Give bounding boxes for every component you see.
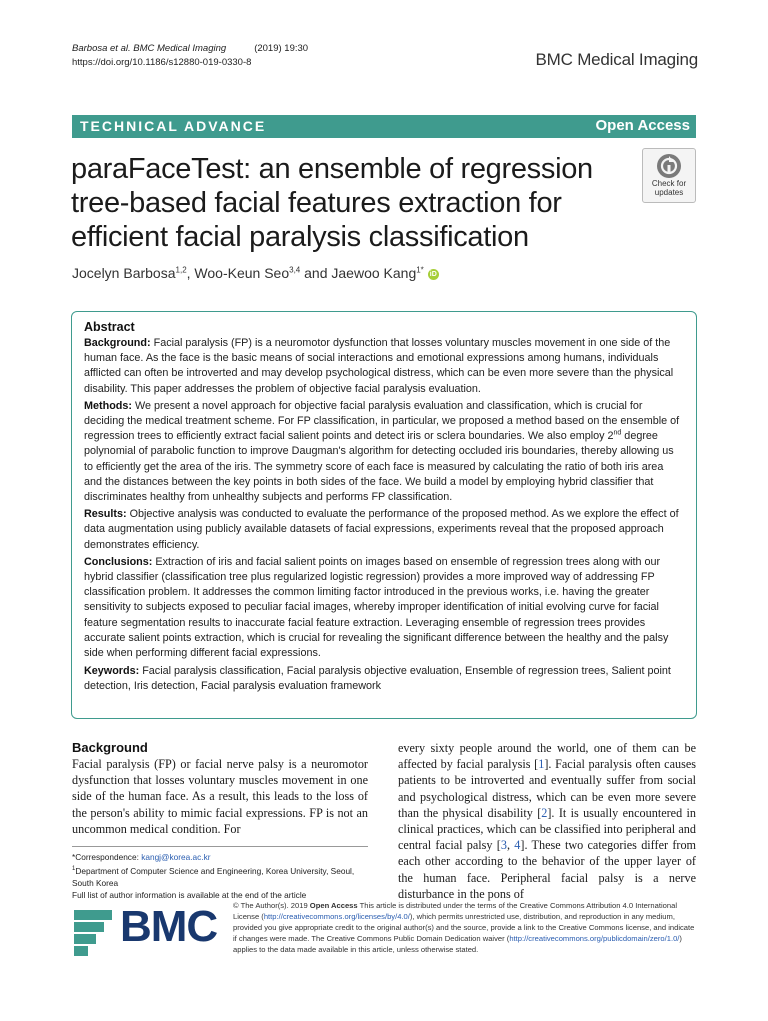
citation-authors: Barbosa et al. BMC Medical Imaging xyxy=(72,43,227,54)
author-separator: and xyxy=(300,265,332,281)
body-paragraph xyxy=(398,740,696,902)
abstract-heading: Abstract xyxy=(84,320,135,334)
abstract-text: We present a novel approach for objective facial paralysis evaluation and classification, which is crucial for deciding the medical treatment scheme. For FP classification, in particular, we proposed a method based on the ensemble of regression trees to efficiently extract facial salient points and detect iris or sclera boundaries. We also employ 2 xyxy=(84,399,680,443)
license-url-link[interactable]: http://creativecommons.org/publicdomain/zero/1.0/ xyxy=(509,934,680,943)
author-separator: , xyxy=(186,265,195,281)
abstract-methods xyxy=(84,399,684,505)
orcid-icon[interactable]: iD xyxy=(429,270,437,278)
body-text-run: , xyxy=(506,838,515,853)
keywords-text: Facial paralysis classification, Facial paralysis objective evaluation, Ensemble of regression trees, Salient point detection, Iris detection, Facial paralysis evaluation framework xyxy=(84,665,671,693)
article-type-banner xyxy=(72,115,696,138)
article-type: TECHNICAL ADVANCE xyxy=(80,118,267,134)
affiliation-text: Department of Computer Science and Engineering, Korea University, Seoul, South Korea xyxy=(72,865,355,888)
check-updates-icon xyxy=(656,153,682,179)
correspondence-label: *Correspondence: xyxy=(72,852,142,862)
doi-link[interactable]: https://doi.org/10.1186/s12880-019-0330-8 xyxy=(72,57,252,68)
citation-year: (2019) 19:30 xyxy=(254,43,309,54)
abstract-text: degree polynomial of parabolic function to improve Daugman's algorithm for detecting occluded iris boundaries, thereby allowing us to efficiently get the area of the iris. The symmetry score of each face is measured by calculating the ratio of both iris area and the distances between the key points in both sides of the face. We build a model by employing hybrid classifier that discriminates healthy from unhealthy subjects and performs FP classification. xyxy=(84,430,674,504)
affiliation-number: 1 xyxy=(72,866,76,872)
license-text: ) applies to the data made available in this article, unless otherwise stated. xyxy=(233,934,682,954)
superscript: nd xyxy=(613,429,622,437)
running-header-citation xyxy=(72,42,308,70)
author-affiliation: 1* xyxy=(416,265,424,275)
journal-name: BMC Medical Imaging xyxy=(535,50,698,69)
abstract-box xyxy=(71,311,697,719)
abstract-label: Conclusions: xyxy=(84,555,153,568)
citation-link[interactable]: 1 xyxy=(538,757,545,772)
body-text-run: ]. It is usually encountered in clinical practices, which can be classified into peripheral and central facial palsy [ xyxy=(398,805,696,853)
bmc-logo-bars-icon xyxy=(74,910,114,954)
author-name[interactable]: Woo-Keun Seo xyxy=(194,265,290,281)
author-affiliation: 3,4 xyxy=(289,265,301,275)
license-open-access: Open Access xyxy=(309,901,358,910)
email-link[interactable]: kangj@korea.ac.kr xyxy=(141,852,211,862)
license-text: ), which permits unrestricted use, distribution, and reproduction in any medium, provided you give appropriate credit to the original author(s) and the source, provide a link to the Creative Commons license, and indicate if changes were made. The Creative Commons Public Domain Dedication waiver ( xyxy=(233,912,695,943)
check-for-updates-badge[interactable] xyxy=(642,148,696,203)
abstract-label: Methods: xyxy=(84,399,132,412)
abstract-text: Facial paralysis (FP) is a neuromotor dysfunction that losses voluntary muscles movement in one side of the human face. As the face is the basic means of social interactions and emotional expressions among humans, individuals afflicted can often be introverted and may develop psychological distress, which can be even more severe than the physical disability. This paper addresses the problem of objective facial paralysis evaluation. xyxy=(84,337,674,395)
abstract-label: Results: xyxy=(84,508,127,521)
abstract-results xyxy=(84,507,684,553)
author-name[interactable]: Jaewoo Kang xyxy=(331,265,417,281)
citation-link[interactable]: 2 xyxy=(541,805,548,820)
check-updates-line2: updates xyxy=(654,188,684,197)
license-text: This article is distributed under the terms of the Creative Commons Attribution 4.0 International License ( xyxy=(233,901,678,921)
body-column-left xyxy=(72,740,368,837)
check-updates-line1: Check for xyxy=(651,179,687,188)
author-name[interactable]: Jocelyn Barbosa xyxy=(72,265,176,281)
author-info-note: Full list of author information is available at the end of the article xyxy=(72,889,307,900)
body-text-run: every sixty people around the world, one of them can be affected by facial paralysis [ xyxy=(398,741,696,772)
abstract-background xyxy=(84,336,684,397)
abstract-label: Background: xyxy=(84,337,151,349)
body-column-right xyxy=(398,740,696,902)
license-text: © The Author(s). 2019 xyxy=(233,901,310,910)
abstract-label: Keywords: xyxy=(84,665,140,678)
section-heading: Background xyxy=(72,740,148,755)
open-access-label: Open Access xyxy=(595,117,690,134)
citation-link[interactable]: 3 xyxy=(500,838,507,853)
correspondence-footnote xyxy=(72,846,368,901)
license-url-link[interactable]: http://creativecommons.org/licenses/by/4.0/ xyxy=(263,912,410,921)
article-title: paraFaceTest: an ensemble of regression tree-based facial features extraction for efficient facial paralysis classification xyxy=(71,153,593,253)
bmc-logo xyxy=(74,902,222,960)
license-statement xyxy=(233,900,697,955)
author-affiliation: 1,2 xyxy=(175,265,187,275)
bmc-logo-text: BMC xyxy=(120,902,218,951)
abstract-conclusions xyxy=(84,555,684,661)
body-text-run: ]. Facial paralysis often causes patients to be introverted and eventually suffer from social and psychological distress, which can be even more severe than the physical disability [ xyxy=(398,757,696,820)
abstract-text: Extraction of iris and facial salient points on images based on ensemble of regression trees along with our hybrid classifier (classification tree plus regularized logistic regression) provides a more improved way of addressing FP classification problem. It addresses the common limiting factor introduced in the previous works, i.e. having the greater sensitivity to subjects exposed to peculiar facial images, whereby improper identification of initial evolving curve for facial feature segmentation results to inaccurate facial feature extraction. Leveraging ensemble of regression trees provides accurate salient points extraction, which is crucial for revealing the significant difference between the healthy and the palsy side when performing different facial expressions. xyxy=(84,555,669,660)
body-paragraph: Facial paralysis (FP) or facial nerve palsy is a neuromotor dysfunction that losses voluntary muscles movement in one side of the human face. As a result, this leads to the loss of the person's ability to mimic facial expressions. FP is not an uncommon medical condition. For xyxy=(72,757,368,836)
author-list xyxy=(72,265,439,281)
abstract-text: Objective analysis was conducted to evaluate the performance of the proposed method. As we explore the effect of data augmentation using publicly available datasets of facial expressions, experiments reveal that the proposed approach demonstrates efficiency. xyxy=(84,508,679,551)
citation-link[interactable]: 4 xyxy=(514,838,521,853)
abstract-keywords xyxy=(84,664,684,694)
body-text-run: ]. These two categories differ from each other according to the behavior of the upper layer of the human face. Peripheral facial palsy is a nerve disturbance in the pons of xyxy=(398,838,697,901)
